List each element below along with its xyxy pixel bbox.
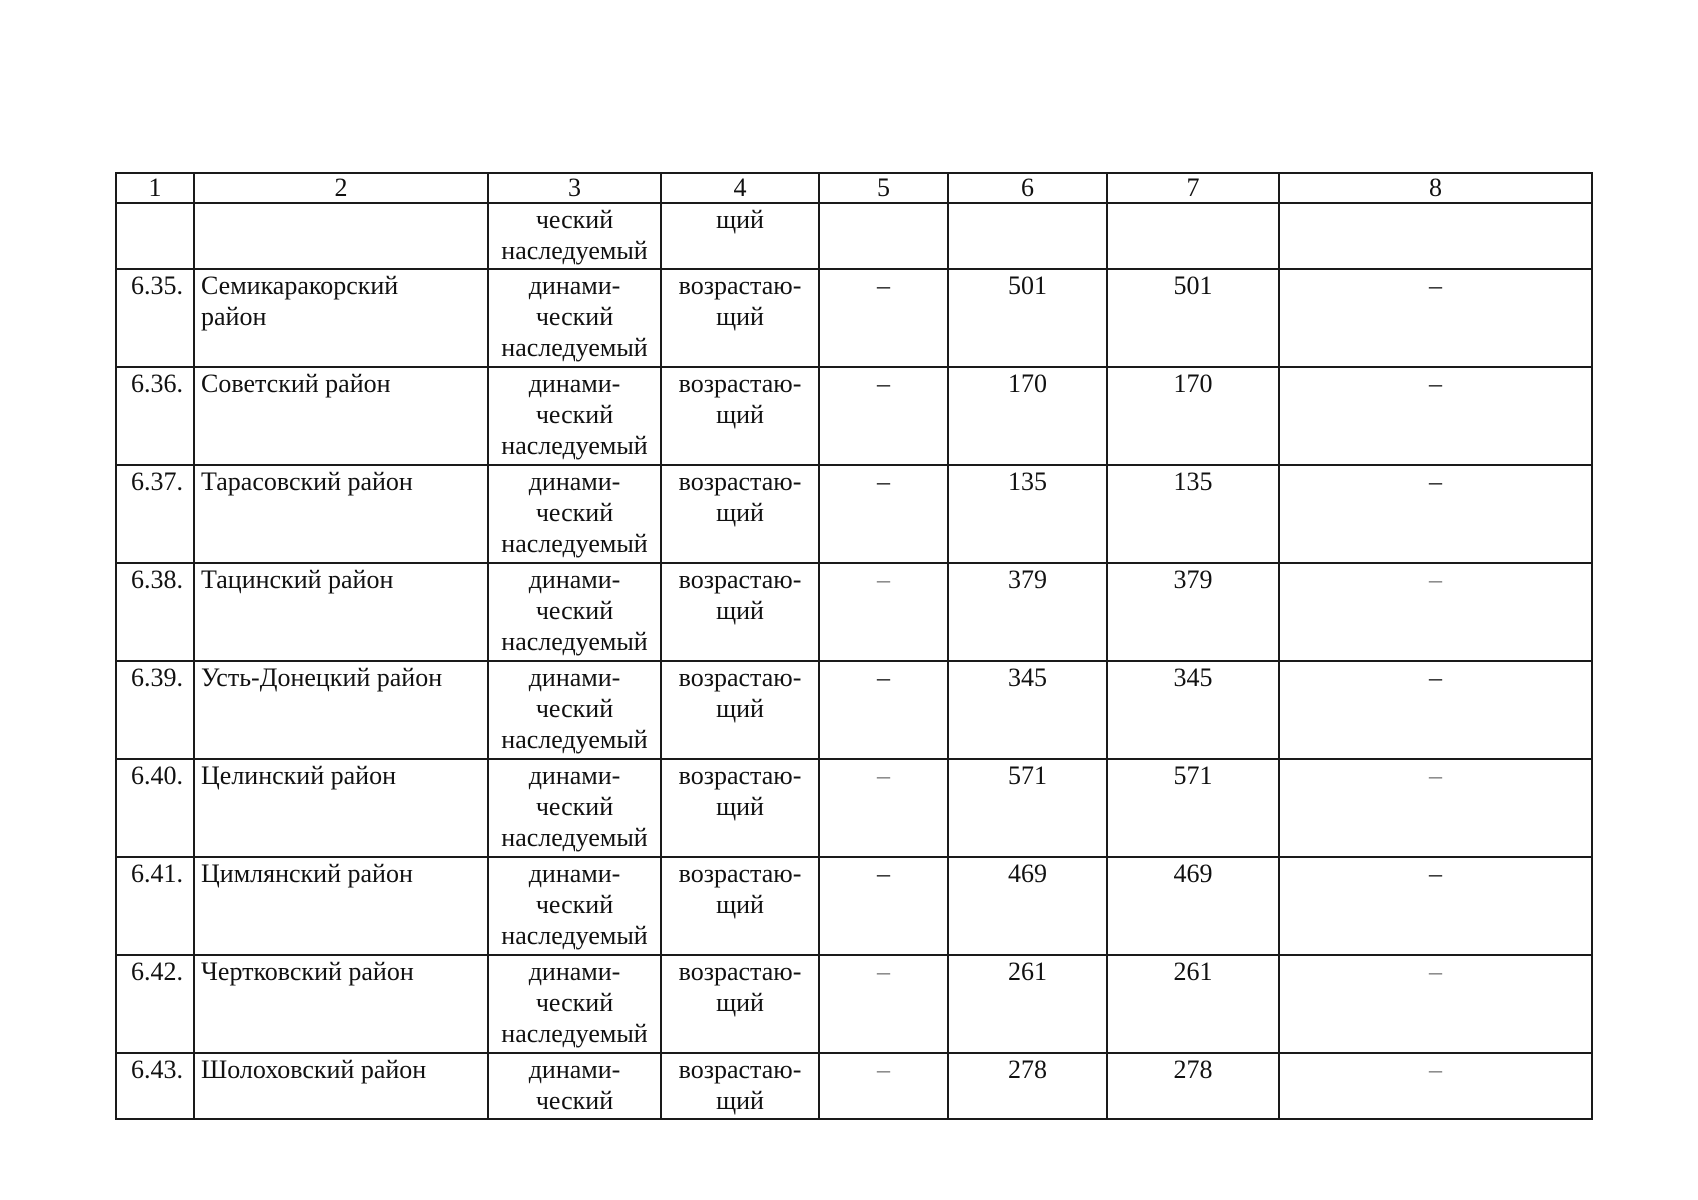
col7-value: 379 [1107,563,1279,661]
cont-type-line: ческий [535,205,614,234]
col5-value: – [819,269,948,367]
type-line: ческий [535,498,614,527]
col5-value: – [819,465,948,563]
type-line: наследуемый [501,529,648,558]
district-name-line: Цимлянский район [201,859,413,888]
type-cell [488,857,661,955]
table-row [116,1053,1592,1119]
col8-value: – [1279,465,1592,563]
district-name [194,857,488,955]
district-name-line: Шолоховский район [201,1055,427,1084]
col8-value: – [1279,1053,1592,1119]
type-line: наследуемый [501,1019,648,1048]
district-name [194,759,488,857]
col6-value: 261 [948,955,1107,1053]
cont-trend-line: щий [716,205,764,234]
table-row [116,759,1592,857]
type-line: динами- [528,761,621,790]
trend-line: возрастаю- [678,859,802,888]
district-name [194,955,488,1053]
district-name [194,367,488,465]
col5-value: – [819,759,948,857]
trend-line: возрастаю- [678,761,802,790]
district-name-line: Семикаракорский [201,271,399,300]
district-name [194,1053,488,1119]
trend-line: щий [716,890,764,919]
col8-value: – [1279,955,1592,1053]
table-body [116,173,1592,1119]
trend-line: возрастаю- [678,369,802,398]
trend-cell [661,269,819,367]
district-name [194,269,488,367]
trend-line: щий [716,400,764,429]
type-line: динами- [528,271,621,300]
type-cell [488,563,661,661]
table-row [116,955,1592,1053]
trend-line: возрастаю- [678,271,802,300]
table-row [116,465,1592,563]
cont-cell-name [194,203,488,269]
type-line: наследуемый [501,725,648,754]
col5-value: – [819,661,948,759]
type-cell [488,661,661,759]
col6-value: 571 [948,759,1107,857]
row-number: 6.43. [116,1053,194,1119]
district-name-line: Советский район [201,369,391,398]
row-number: 6.42. [116,955,194,1053]
table-row [116,661,1592,759]
col6-value: 469 [948,857,1107,955]
col6-value: 278 [948,1053,1107,1119]
district-name-line: район [201,302,267,331]
table-row [116,367,1592,465]
trend-cell [661,367,819,465]
col8-value: – [1279,759,1592,857]
type-cell [488,367,661,465]
trend-cell [661,465,819,563]
row-number: 6.41. [116,857,194,955]
type-line: ческий [535,890,614,919]
col5-value: – [819,1053,948,1119]
data-table [115,172,1593,1120]
trend-cell [661,661,819,759]
trend-line: щий [716,792,764,821]
trend-line: щий [716,1086,764,1115]
district-name [194,661,488,759]
col8-value: – [1279,857,1592,955]
cont-cell-8 [1279,203,1592,269]
row-number: 6.37. [116,465,194,563]
row-number: 6.39. [116,661,194,759]
col7-value: 135 [1107,465,1279,563]
type-line: наследуемый [501,627,648,656]
header-cell-7: 7 [1107,173,1279,203]
type-line: динами- [528,663,621,692]
col6-value: 170 [948,367,1107,465]
row-number: 6.40. [116,759,194,857]
cont-cell-type [488,203,661,269]
col7-value: 261 [1107,955,1279,1053]
type-line: динами- [528,565,621,594]
trend-line: возрастаю- [678,565,802,594]
cont-cell-6 [948,203,1107,269]
col7-value: 469 [1107,857,1279,955]
row-number: 6.35. [116,269,194,367]
cont-cell-trend [661,203,819,269]
district-name-line: Целинский район [201,761,396,790]
trend-cell [661,1053,819,1119]
type-line: ческий [535,988,614,1017]
col6-value: 135 [948,465,1107,563]
type-line: ческий [535,792,614,821]
col6-value: 379 [948,563,1107,661]
district-name-line: Усть-Донецкий район [201,663,443,692]
row-number: 6.36. [116,367,194,465]
cont-cell-num [116,203,194,269]
header-cell-6: 6 [948,173,1107,203]
district-name [194,563,488,661]
trend-cell [661,759,819,857]
trend-line: возрастаю- [678,663,802,692]
col7-value: 170 [1107,367,1279,465]
trend-line: щий [716,596,764,625]
col5-value: – [819,955,948,1053]
district-name-line: Чертковский район [201,957,414,986]
type-cell [488,465,661,563]
header-cell-2: 2 [194,173,488,203]
type-line: динами- [528,957,621,986]
trend-line: возрастаю- [678,467,802,496]
type-cell [488,759,661,857]
col7-value: 345 [1107,661,1279,759]
type-line: наследуемый [501,431,648,460]
trend-cell [661,955,819,1053]
col5-value: – [819,563,948,661]
district-name-line: Тарасовский район [201,467,413,496]
col7-value: 501 [1107,269,1279,367]
col6-value: 345 [948,661,1107,759]
col6-value: 501 [948,269,1107,367]
type-line: ческий [535,596,614,625]
table-row [116,563,1592,661]
trend-cell [661,563,819,661]
type-line: наследуемый [501,823,648,852]
type-line: наследуемый [501,921,648,950]
trend-line: щий [716,498,764,527]
type-line: динами- [528,859,621,888]
header-cell-4: 4 [661,173,819,203]
header-cell-1: 1 [116,173,194,203]
table-row [116,269,1592,367]
type-line: ческий [535,302,614,331]
table-row [116,857,1592,955]
col5-value: – [819,367,948,465]
type-line: динами- [528,1055,621,1084]
trend-line: щий [716,694,764,723]
row-number: 6.38. [116,563,194,661]
district-name-line: Тацинский район [201,565,394,594]
type-line: динами- [528,369,621,398]
type-cell [488,269,661,367]
header-row [116,173,1592,203]
trend-line: возрастаю- [678,957,802,986]
continuation-row [116,203,1592,269]
col8-value: – [1279,367,1592,465]
trend-line: щий [716,988,764,1017]
type-cell [488,955,661,1053]
type-line: ческий [535,694,614,723]
type-line: динами- [528,467,621,496]
cont-type-line: наследуемый [501,236,648,265]
trend-line: щий [716,302,764,331]
col7-value: 571 [1107,759,1279,857]
col8-value: – [1279,269,1592,367]
col8-value: – [1279,661,1592,759]
header-cell-5: 5 [819,173,948,203]
col5-value: – [819,857,948,955]
type-line: ческий [535,400,614,429]
header-cell-3: 3 [488,173,661,203]
type-cell [488,1053,661,1119]
col8-value: – [1279,563,1592,661]
cont-cell-5 [819,203,948,269]
type-line: ческий [535,1086,614,1115]
type-line: наследуемый [501,333,648,362]
trend-cell [661,857,819,955]
trend-line: возрастаю- [678,1055,802,1084]
col7-value: 278 [1107,1053,1279,1119]
cont-cell-7 [1107,203,1279,269]
header-cell-8: 8 [1279,173,1592,203]
district-name [194,465,488,563]
